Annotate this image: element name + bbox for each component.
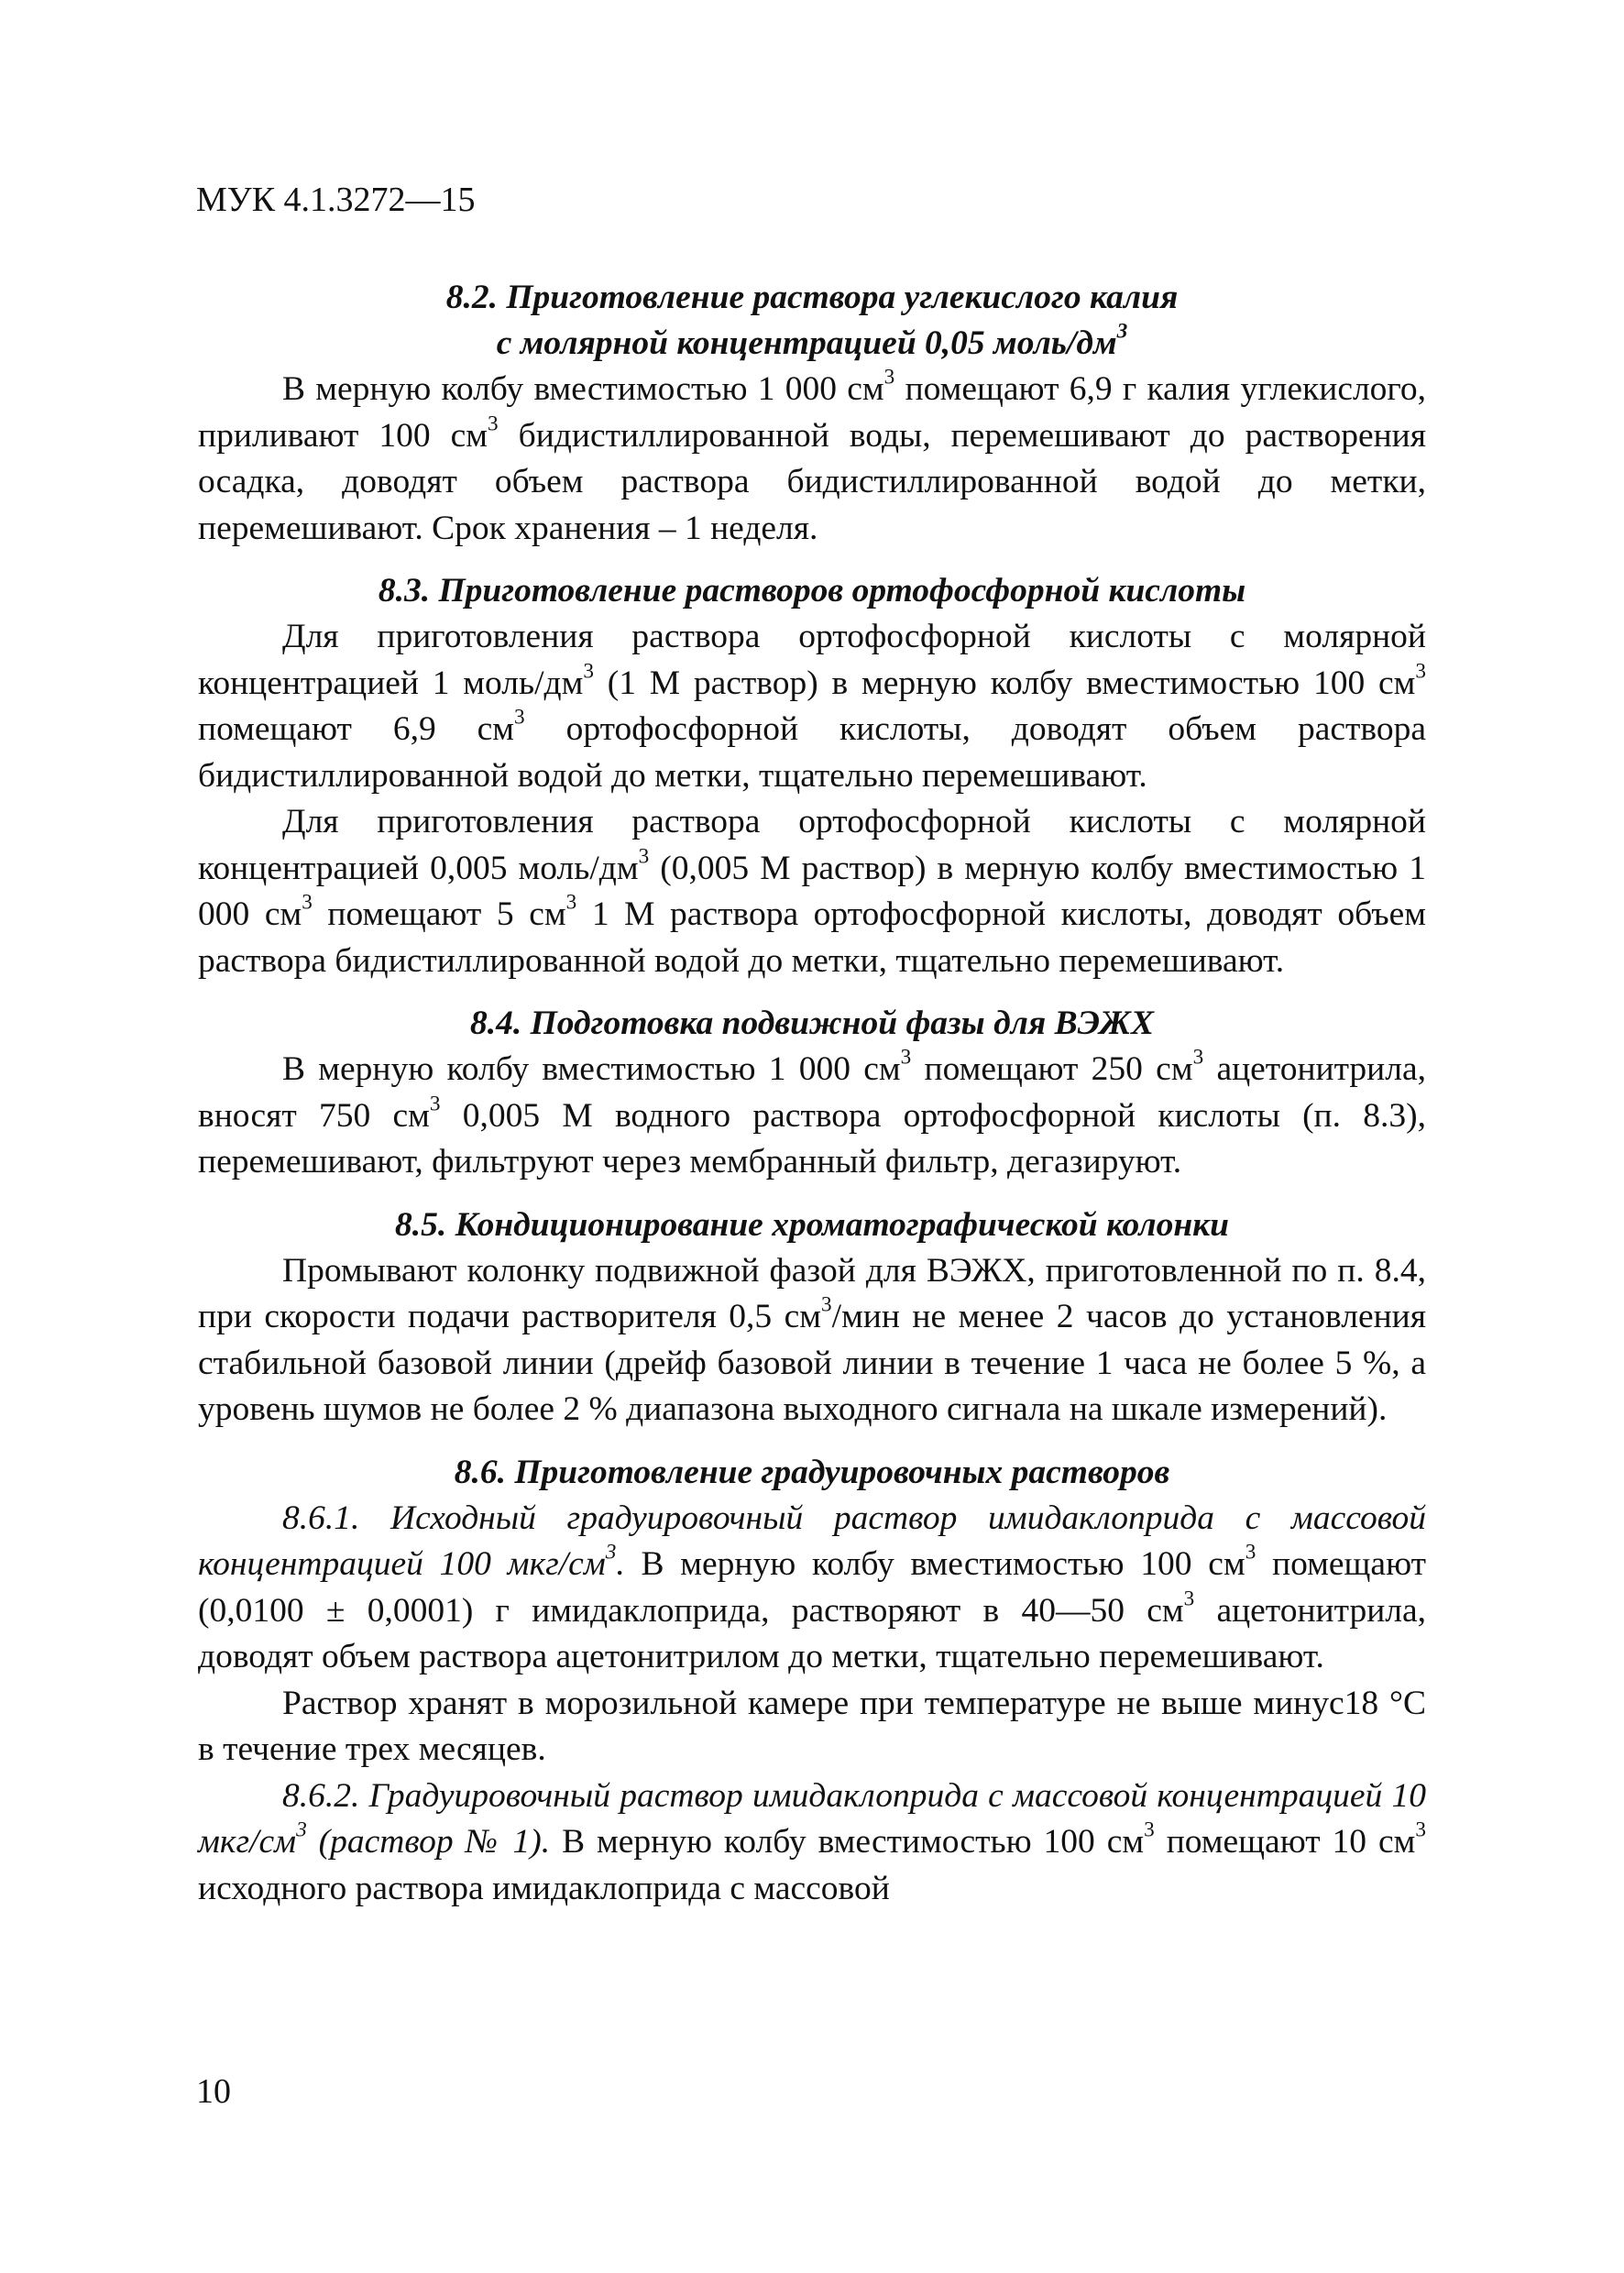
text-run: Для приготовления раствора ортофосфорной кислоты с молярной концентрацией 0,005 моль/дм xyxy=(198,803,1426,887)
text-run: исходного раствора имидаклоприда с массовой xyxy=(198,1869,890,1907)
section-8-3-paragraph-1 xyxy=(198,614,1426,799)
text-run: помещают 10 см xyxy=(1154,1823,1416,1861)
superscript: 3 xyxy=(583,659,594,684)
subsection-8-6-1-heading: 8.6.1. Исходный градуировочный раствор имидаклоприда с массовой концентрацией 100 мкг/см xyxy=(198,1499,1426,1583)
text-run: 0,005 М водного раствора ортофосфорной кислоты (п. 8.3), перемешивают, фильтруют через мембранный фильтр, дегазируют. xyxy=(198,1096,1426,1180)
text-run: 1 М раствора ортофосфорной кислоты, доводят объем раствора бидистиллированной водой до метки, тщательно перемешивают. xyxy=(198,895,1426,980)
superscript: 3 xyxy=(900,1045,912,1070)
superscript: 3 xyxy=(565,890,577,915)
section-8-2-title-line1: 8.2. Приготовление раствора углекислого калия xyxy=(445,279,1179,316)
superscript: 3 xyxy=(488,412,499,436)
superscript: 3 xyxy=(1116,319,1128,344)
superscript: 3 xyxy=(605,1540,617,1565)
text-run: Для приготовления раствора ортофосфорной кислоты с молярной концентрацией 1 моль/дм xyxy=(198,618,1426,702)
section-8-4-title: 8.4. Подготовка подвижной фазы для ВЭЖХ xyxy=(470,1005,1154,1042)
text-run: помещают 250 см xyxy=(911,1050,1193,1088)
text-run: /мин не менее 2 часов до установления стабильной базовой линии (дрейф базовой линии в течение 1 часа не более 5 %, а уровень шумов не более 2 % диапазона выходного сигнала на шкале измерений). xyxy=(198,1298,1426,1428)
superscript: 3 xyxy=(296,1817,307,1842)
superscript: 3 xyxy=(1183,1587,1195,1611)
section-8-2-title-line2: с молярной концентрацией 0,05 моль/дм xyxy=(496,324,1117,362)
text-run: ацетонитрила, доводят объем раствора ацетонитрилом до метки, тщательно перемешивают. xyxy=(198,1591,1426,1675)
superscript: 3 xyxy=(1144,1817,1155,1842)
text-run: В мерную колбу вместимостью 100 см xyxy=(550,1823,1145,1861)
text-run: помещают 6,9 г калия углекислого, приливают 100 см xyxy=(198,370,1426,455)
text-run: помещают 5 см xyxy=(312,895,566,933)
superscript: 3 xyxy=(638,844,650,869)
text-run: В мерную колбу вместимостью 1 000 см xyxy=(282,1050,901,1088)
superscript: 3 xyxy=(1192,1045,1204,1070)
superscript: 3 xyxy=(302,890,313,915)
subsection-8-6-2-heading: 8.6.2. Градуировочный раствор имидаклоприда с массовой концентрацией 10 мкг/см xyxy=(198,1776,1426,1861)
section-8-4-paragraph xyxy=(198,1047,1426,1186)
section-8-5-paragraph xyxy=(198,1248,1426,1433)
text-run: помещают 6,9 см xyxy=(198,710,515,748)
text-run: (0,005 М раствор) в мерную колбу вместимостью 1 000 см xyxy=(198,849,1426,933)
section-8-6-storage-paragraph: Раствор хранят в морозильной камере при температуре не выше минус18 °С в течение трех месяцев. xyxy=(198,1684,1426,1768)
text-run: . xyxy=(616,1545,625,1583)
section-8-3-title: 8.3. Приготовление растворов ортофосфорной кислоты xyxy=(378,572,1246,609)
section-8-2-title xyxy=(198,275,1426,367)
section-8-3-paragraph-2 xyxy=(198,799,1426,984)
page-header: МУК 4.1.3272—15 xyxy=(196,181,476,219)
superscript: 3 xyxy=(883,365,895,390)
superscript: 3 xyxy=(1245,1540,1256,1565)
text-run: Промывают колонку подвижной фазой для ВЭЖХ, приготовленной по п. 8.4, при скорости подачи растворителя 0,5 см xyxy=(198,1251,1426,1335)
section-8-6-1-paragraph xyxy=(198,1496,1426,1681)
section-8-5-title: 8.5. Кондиционирование хроматографической колонки xyxy=(394,1205,1230,1244)
superscript: 3 xyxy=(1415,1817,1426,1842)
superscript: 3 xyxy=(821,1292,832,1317)
superscript: 3 xyxy=(1415,659,1426,684)
text-run: В мерную колбу вместимостью 1 000 см xyxy=(282,370,884,408)
text-run: (1 М раствор) в мерную колбу вместимостью 100 см xyxy=(593,664,1416,702)
section-8-6-2-paragraph xyxy=(198,1773,1426,1913)
text-run: помещают (0,0100 ± 0,0001) г имидаклоприда, растворяют в 40—50 см xyxy=(198,1545,1426,1630)
text-run: (раствор № 1). xyxy=(306,1823,551,1861)
superscript: 3 xyxy=(429,1092,441,1116)
text-run: бидистиллированной воды, перемешивают до растворения осадка, доводят объем раствора бидистиллированной водой до метки, перемешивают. Срок хранения – 1 неделя. xyxy=(198,416,1427,547)
page-number: 10 xyxy=(196,2072,231,2111)
section-8-2-paragraph xyxy=(198,367,1426,552)
page-content xyxy=(198,275,1426,1912)
text-run: В мерную колбу вместимостью 100 см xyxy=(624,1545,1245,1583)
text-run: ацетонитрила, вносят 750 см xyxy=(198,1050,1426,1135)
text-run: ортофосфорной кислоты, доводят объем раствора бидистиллированной водой до метки, тщательно перемешивают. xyxy=(198,710,1426,795)
superscript: 3 xyxy=(514,705,525,730)
section-8-6-title: 8.6. Приготовление градуировочных растворов xyxy=(454,1453,1170,1491)
